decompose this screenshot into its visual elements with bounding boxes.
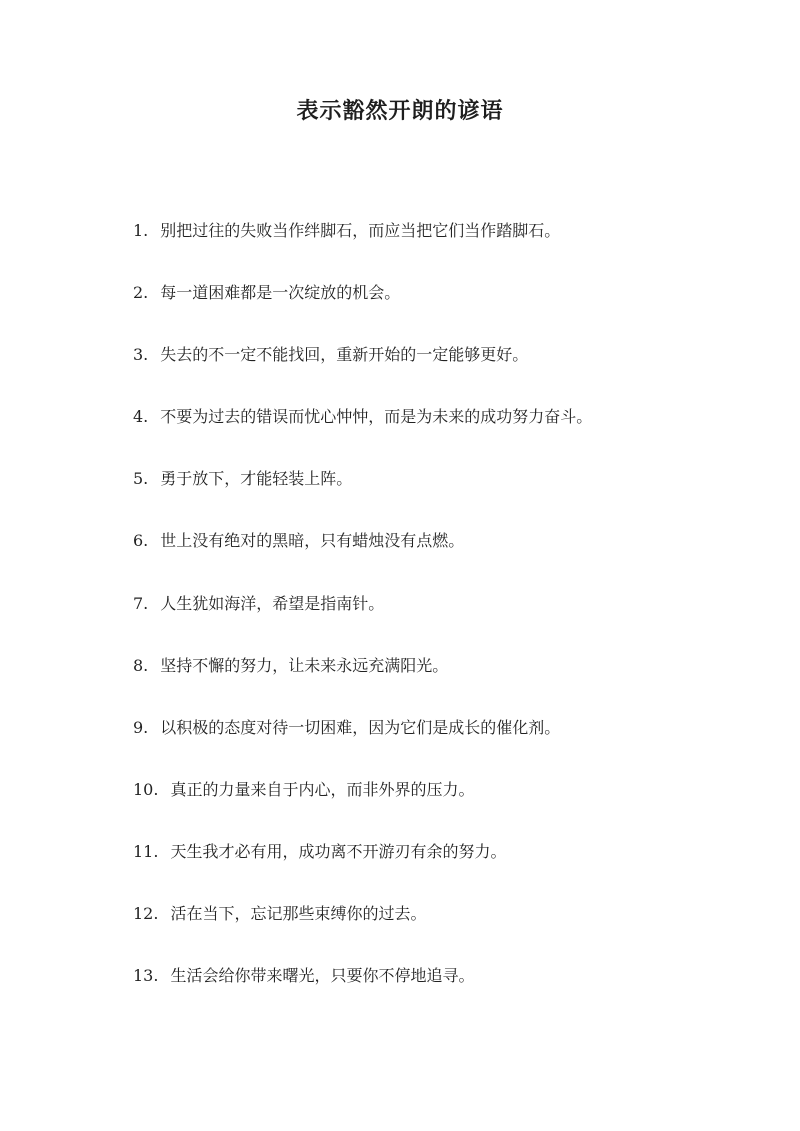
item-number: 9. [133,717,149,737]
item-text: 失去的不一定不能找回，重新开始的一定能够更好。 [160,345,529,365]
item-number: 2. [133,283,149,303]
list-item [133,899,753,961]
list-item [133,837,753,899]
item-text: 活在当下，忘记那些束缚你的过去。 [170,904,427,924]
document-title: 表示豁然开朗的谚语 [296,98,504,124]
item-number: 5. [133,469,149,489]
list-item [133,961,753,1023]
list-item [133,340,753,402]
list-item [133,216,753,278]
item-text: 坚持不懈的努力，让未来永远充满阳光。 [160,655,449,675]
item-number: 11. [133,841,159,861]
item-number: 1. [133,221,149,240]
item-text: 真正的力量来自于内心，而非外界的压力。 [170,779,475,799]
item-number: 13. [133,966,159,986]
item-number: 7. [133,593,149,613]
item-number: 6. [133,531,149,551]
proverb-list [133,216,753,1023]
list-item [133,775,753,837]
list-item [133,526,753,588]
list-item [133,589,753,651]
item-text: 不要为过去的错误而忧心忡忡，而是为未来的成功努力奋斗。 [160,407,593,427]
item-text: 生活会给你带来曙光，只要你不停地追寻。 [170,966,475,986]
item-number: 10. [133,779,159,799]
item-text: 别把过往的失败当作绊脚石，而应当把它们当作踏脚石。 [160,221,561,240]
item-text: 天生我才必有用，成功离不开游刃有余的努力。 [170,841,507,861]
item-number: 3. [133,345,149,365]
item-text: 每一道困难都是一次绽放的机会。 [160,283,401,303]
list-item [133,464,753,526]
item-text: 勇于放下，才能轻装上阵。 [160,469,353,489]
item-text: 世上没有绝对的黑暗，只有蜡烛没有点燃。 [160,531,465,551]
item-number: 4. [133,407,149,427]
item-text: 人生犹如海洋，希望是指南针。 [160,593,385,613]
list-item [133,278,753,340]
item-text: 以积极的态度对待一切困难，因为它们是成长的催化剂。 [160,717,561,737]
item-number: 12. [133,904,159,924]
item-number: 8. [133,655,149,675]
list-item [133,402,753,464]
list-item [133,713,753,775]
list-item [133,651,753,713]
